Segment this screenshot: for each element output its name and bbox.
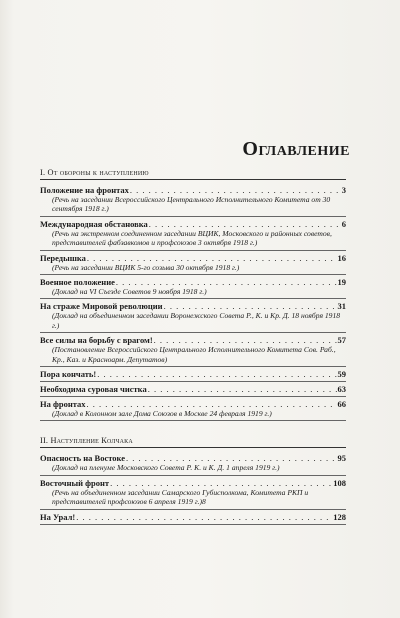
toc-entry <box>40 217 346 251</box>
toc-entry <box>40 476 346 510</box>
toc-entry <box>40 382 346 397</box>
page-number: 19 <box>337 277 346 288</box>
entry-title: Опасность на Востоке <box>40 453 125 464</box>
page-number: 128 <box>333 511 346 522</box>
table-of-contents <box>40 168 346 525</box>
page-title: Оглавление <box>242 138 350 160</box>
toc-section-1 <box>40 168 346 421</box>
page-number: 66 <box>337 399 346 410</box>
page-number: 31 <box>337 301 346 312</box>
leader-dots <box>87 399 337 409</box>
toc-entry <box>40 333 346 367</box>
entry-title: Положение на фронтах <box>40 185 129 195</box>
section-heading: I. От обороны к наступлению <box>40 168 346 180</box>
page-number: 95 <box>337 453 346 464</box>
entry-title: Международная обстановка <box>40 218 148 229</box>
leader-dots <box>148 384 337 394</box>
page-number: 57 <box>337 335 346 346</box>
entry-note: (Постановление Всероссийского Центрального Исполнительного Комитета Сов. Раб., Кр., Каз. и Красноарм. Депутатов) <box>52 345 336 364</box>
entry-note: (Доклад на объединенном заседании Воронежского Совета Р., К. и Кр. Д. 18 ноября 1918 г.) <box>52 311 341 330</box>
leader-dots <box>116 277 337 287</box>
toc-entry <box>40 510 346 525</box>
toc-entry <box>40 397 346 421</box>
entry-title: На страже Мировой революции <box>40 301 163 312</box>
toc-entry <box>40 183 346 217</box>
entry-title: Пора кончать! <box>40 369 97 380</box>
toc-entry <box>40 299 346 333</box>
leader-dots <box>110 478 332 488</box>
leader-dots <box>154 335 337 345</box>
toc-entry <box>40 251 346 275</box>
leader-dots <box>164 301 337 311</box>
page-number: 63 <box>337 384 346 395</box>
entry-title: Все силы на борьбу с врагом! <box>40 335 153 346</box>
leader-dots <box>97 369 336 379</box>
entry-note: (Речь на объединенном заседании Самарского Губисполкома, Комитета РКП и представителей профсоюзов 6 апреля 1919 г.)8 <box>52 487 309 507</box>
leader-dots <box>76 512 332 522</box>
leader-dots <box>149 219 341 229</box>
entry-title: Восточный фронт <box>40 477 110 488</box>
entry-title: Передышка <box>40 252 86 263</box>
leader-dots <box>130 185 341 195</box>
page-number: 3 <box>341 185 346 195</box>
toc-entry <box>40 451 346 475</box>
section-heading: II. Наступление Колчака <box>40 436 346 448</box>
entry-title: Необходима суровая чистка <box>40 384 147 395</box>
entry-title: Военное положение <box>40 277 115 288</box>
leader-dots <box>126 453 337 463</box>
entry-title: На Урал! <box>40 511 76 522</box>
leader-dots <box>87 253 337 263</box>
page-number: 108 <box>333 477 346 488</box>
entry-note: (Речь на заседании Всероссийского Центрального Исполнительного Комитета от 30 сентября 1918 г.) <box>52 195 331 214</box>
toc-entry <box>40 275 346 299</box>
page-number: 59 <box>337 369 346 380</box>
entry-note: (Доклад на VI Съезде Советов 9 ноября 1918 г.) <box>52 287 207 297</box>
page-number: 6 <box>341 218 346 229</box>
entry-note: (Доклад в Колонном зале Дома Союзов в Москве 24 февраля 1919 г.) <box>52 409 272 419</box>
entry-title: На фронтах <box>40 399 86 410</box>
entry-note: (Речь на экстренном соединенном заседании ВЦИК, Московского и районных советов, представителей фабзавкомов и профсоюзов 3 октября 1918 г.) <box>52 228 332 248</box>
toc-entry <box>40 367 346 382</box>
entry-note: (Доклад на пленуме Московского Совета Р. К. и К. Д. 1 апреля 1919 г.) <box>52 463 280 473</box>
entry-note: (Речь на заседании ВЦИК 5-го созыва 30 октября 1918 г.) <box>52 262 240 272</box>
toc-section-2 <box>40 436 346 524</box>
page-number: 16 <box>337 252 346 263</box>
